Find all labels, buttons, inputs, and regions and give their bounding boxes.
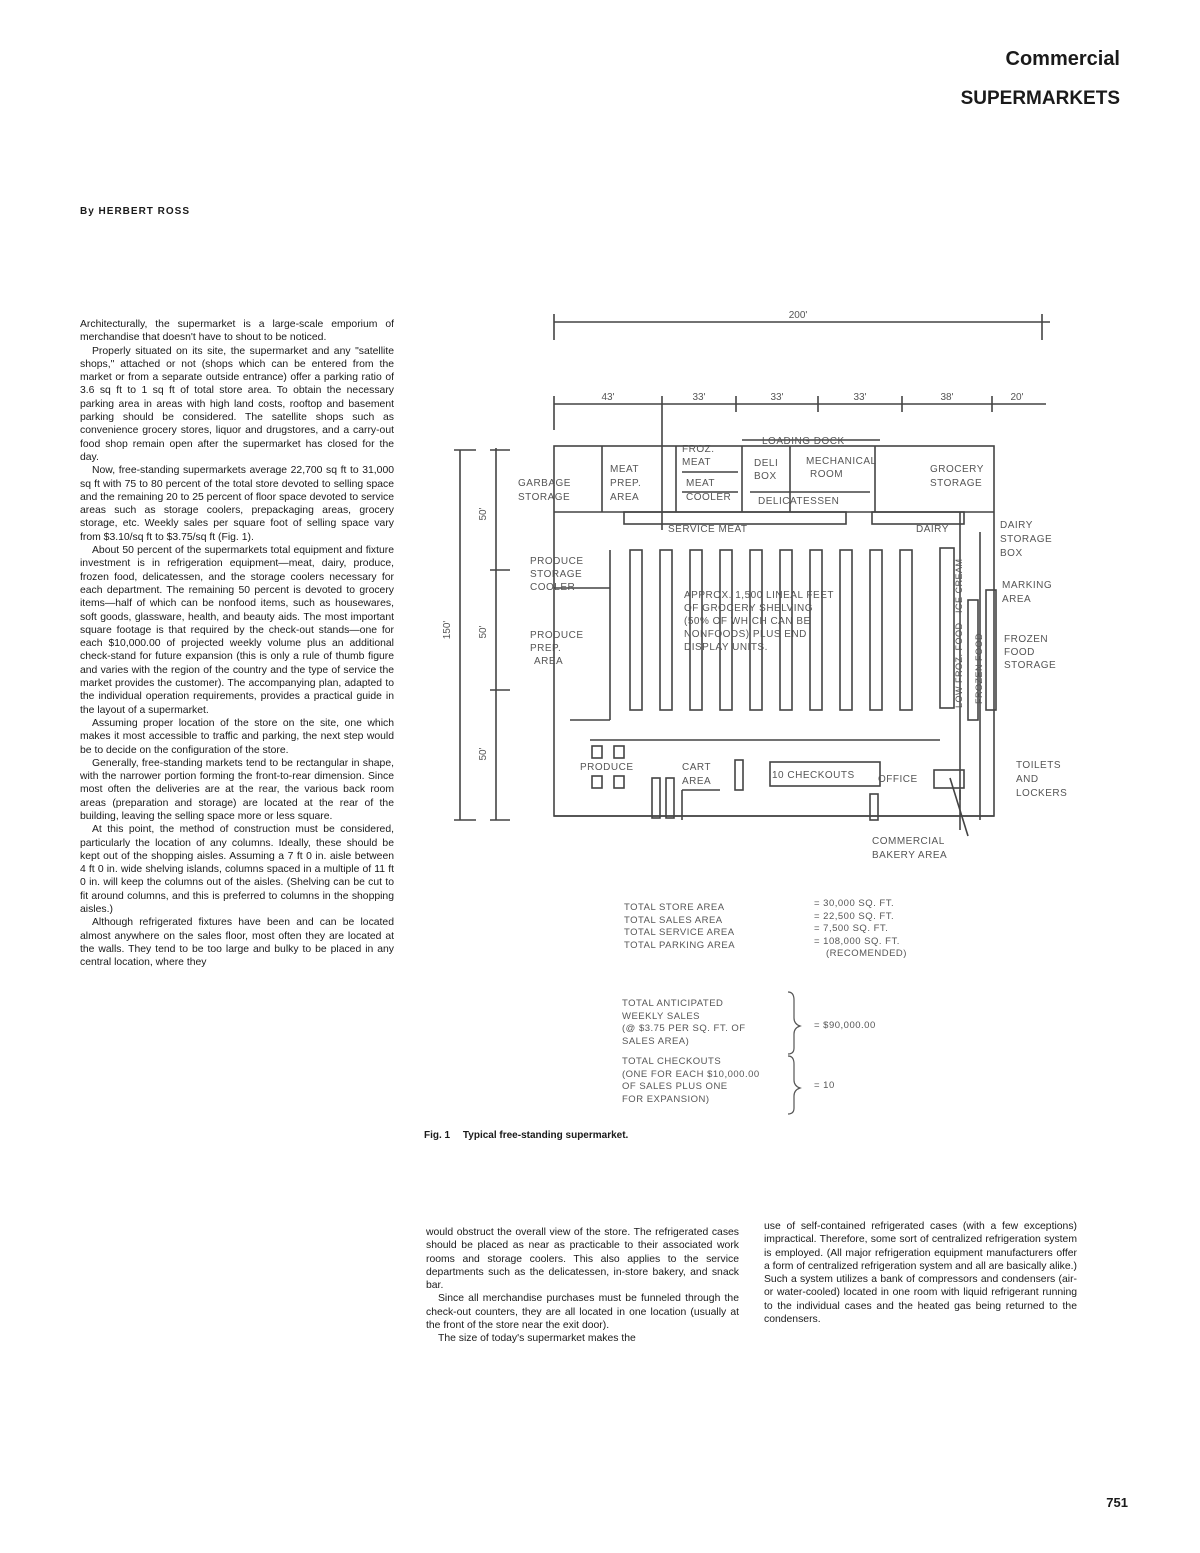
paragraph: Generally, free-standing markets tend to be rectangular in shape, with the narrower portion forming the front-to-rear dimension. Since most often the deliveries are at the rear, the various back room areas (preparation and storage) are located at the rear of the building, leaving the selling space more or less square.: [80, 757, 394, 822]
paragraph: Architecturally, the supermarket is a large-scale emporium of merchandise that doesn't have to shout to be noticed.: [80, 319, 394, 344]
cart-area-label: CART AREA: [682, 762, 712, 787]
section-category: Commercial: [1005, 48, 1120, 70]
meat-prep-label: MEAT PREP. AREA: [610, 464, 642, 503]
weekly-sales-value: = $90,000.00: [814, 1020, 876, 1031]
toilets-lockers-label: TOILETS AND LOCKERS: [1016, 760, 1068, 799]
marking-area-label: MARKING AREA: [1002, 580, 1053, 605]
dimension-depth: 50': [478, 625, 489, 639]
dimension-overall-width: 200': [788, 310, 808, 321]
stat-value: = 7,500 SQ. FT.: [814, 923, 889, 934]
paragraph: At this point, the method of construction must be considered, particularly the location of any columns. Ideally, these should be kept out of the shopping aisles. Assuming a 7 ft 0 in. aisle between 4 ft 0 in. wide shelving islands, columns spaced in a multiple of 11 ft 0 in. will keep the columns out of the aisles. (Shelving can be cut to fit around columns, and this is preferred to columns in the shopping aisles.): [80, 824, 394, 916]
dimension-depth: 50': [478, 747, 489, 761]
loading-dock-label: LOADING DOCK: [762, 436, 845, 447]
frozen-food-storage-label: FROZEN FOOD STORAGE: [1004, 634, 1057, 671]
stat-value: = 22,500 SQ. FT.: [814, 910, 895, 922]
mechanical-room-label: MECHANICAL ROOM: [806, 456, 877, 480]
weekly-sales-line: SALES AREA): [622, 1035, 690, 1047]
figure-number: Fig. 1: [424, 1130, 451, 1141]
floor-plan-diagram: [420, 300, 1100, 860]
stat-label: TOTAL SERVICE AREA: [624, 927, 735, 938]
figure-caption-text: Typical free-standing supermarket.: [462, 1130, 629, 1141]
garbage-storage-label: GARBAGE STORAGE: [518, 478, 571, 503]
commercial-bakery-label: COMMERCIAL BAKERY AREA: [872, 836, 948, 860]
weekly-sales-line: WEEKLY SALES: [622, 1010, 700, 1022]
meat-cooler-label: MEAT COOLER: [686, 478, 732, 503]
byline: By HERBERT ROSS: [80, 206, 191, 217]
produce-storage-label: PRODUCE STORAGE COOLER: [530, 556, 584, 593]
article-column-3: [764, 1220, 1077, 1326]
paragraph: Now, free-standing supermarkets average 22,700 sq ft to 31,000 sq ft with 75 to 80 percent of the total store devoted to selling space and the remaining 20 to 25 percent of floor space devoted to service areas such as storage coolers, prepackaging areas, grocery storage, etc. Weekly sales per square foot of selling space vary from $3.10/sq ft to $3.75/sq ft (Fig. 1).: [80, 465, 394, 543]
brace-graphic: [786, 990, 802, 1120]
stat-label: TOTAL PARKING AREA: [624, 939, 736, 951]
weekly-sales-line: TOTAL ANTICIPATED: [622, 998, 724, 1009]
paragraph: would obstruct the overall view of the store. The refrigerated cases should be placed as near as practicable to their associated work rooms and storage coolers. This also applies to the service departments such as the delicatessen, in-store bakery, and snack bar.: [426, 1227, 739, 1292]
checkouts-line: TOTAL CHECKOUTS: [622, 1056, 722, 1067]
article-column-1: [80, 318, 394, 970]
checkouts-label: 10 CHECKOUTS: [772, 770, 855, 781]
stat-label: TOTAL SALES AREA: [624, 914, 723, 926]
froz-meat-label: FROZ. MEAT: [682, 444, 715, 468]
dimension-bay: 20': [1010, 392, 1024, 403]
paragraph: Properly situated on its site, the supermarket and any "satellite shops," attached or not (shops which can be entered from the market or from a separate outside entrance) offer a parking ratio of 3.6 sq ft to 1 sq ft of total store area. To obtain the necessary parking area in areas with high land costs, rooftop and basement parking should be considered. The satellite shops such as convenience grocery stores, liquor and drugstores, and a carry-out food shop remain open after the supermarket has closed for the day.: [80, 345, 394, 463]
area-totals-labels: [624, 902, 735, 952]
paragraph: About 50 percent of the supermarkets total equipment and fixture investment is in refrigeration equipment—meat, dairy, produce, frozen food, delicatessen, and the storage coolers necessary for each department. The remaining 50 percent is devoted to grocery items—half of which can be nonfood items, such as housewares, soft goods, glassware, health, and beauty aids. The most important square footage is that required by the check-out stands—one for each $10,000.00 of projected weekly volume plus an additional check-stand for future expansion (this is only a rule of thumb figure and varies with the region of the country and the type of service the market provides the customer). The accompanying plan, adapted to the individual operation requirements, provides a practical guide in the layout of a supermarket.: [80, 545, 394, 716]
dairy-storage-label: DAIRY STORAGE BOX: [1000, 520, 1053, 559]
grocery-storage-label: GROCERY STORAGE: [930, 464, 984, 489]
article-column-2: [426, 1226, 739, 1346]
weekly-sales-line: (@ $3.75 PER SQ. FT. OF: [622, 1023, 746, 1034]
low-froz-food-label: LOW FROZ. FOOD—ICE CREAM: [954, 558, 964, 708]
dimension-depth: 50': [478, 507, 489, 521]
deli-box-label: DELI BOX: [754, 458, 779, 482]
stat-note: (RECOMENDED): [826, 948, 907, 959]
dimension-bay: 38': [940, 392, 954, 403]
dimension-bay: 33': [692, 392, 706, 403]
area-totals-values: [814, 898, 907, 961]
section-title: SUPERMARKETS: [960, 88, 1120, 109]
dimension-overall-depth: 150': [442, 620, 453, 640]
paragraph: The size of today's supermarket makes the: [438, 1333, 636, 1345]
stat-label: TOTAL STORE AREA: [624, 902, 725, 913]
checkouts-label: [622, 1056, 760, 1106]
dimension-bay: 33': [853, 392, 867, 403]
service-meat-label: SERVICE MEAT: [668, 524, 748, 535]
checkouts-line: FOR EXPANSION): [622, 1093, 710, 1105]
grocery-shelving-label: APPROX. 1,500 LINEAL FEET OF GROCERY SHELVING (50% OF WHICH CAN BE NONFOODS) PLUS END DISPLAY UNITS.: [684, 590, 834, 653]
paragraph: Although refrigerated fixtures have been and can be located almost anywhere on the sales floor, most often they are located at the walls. They tend to be too large and bulky to be placed in any central location, where they: [80, 917, 394, 969]
office-label: OFFICE: [878, 774, 918, 785]
dimension-bay: 43': [601, 392, 615, 403]
checkouts-value: = 10: [814, 1080, 835, 1091]
stat-value: = 108,000 SQ. FT.: [814, 935, 900, 947]
produce-prep-label: PRODUCE PREP. AREA: [530, 630, 584, 667]
delicatessen-label: DELICATESSEN: [758, 496, 840, 507]
weekly-sales-label: [622, 998, 746, 1048]
dimension-bay: 33': [770, 392, 784, 403]
paragraph: Since all merchandise purchases must be funneled through the check-out counters, they are all located in one location (usually at the front of the store near the exit door).: [426, 1293, 739, 1332]
dairy-label: DAIRY: [916, 524, 949, 535]
figure-caption: [424, 1130, 628, 1141]
checkouts-line: OF SALES PLUS ONE: [622, 1081, 728, 1092]
checkouts-line: (ONE FOR EACH $10,000.00: [622, 1068, 760, 1080]
paragraph: Assuming proper location of the store on the site, one which makes it most accessible to traffic and parking, the next step would be to decide on the configuration of the store.: [80, 717, 394, 756]
page-number: 751: [1106, 1495, 1128, 1510]
produce-label: PRODUCE: [580, 762, 634, 773]
frozen-food-label: FROZEN FOOD: [974, 633, 984, 704]
stat-value: = 30,000 SQ. FT.: [814, 898, 895, 909]
paragraph: use of self-contained refrigerated cases (with a few exceptions) impractical. Therefore, some sort of centralized refrigeration system is employed. (All major refrigeration equipment manufacturers offer a form of centralized refrigeration system and all are basically alike.) Such a system utilizes a bank of compressors and condensers (air- or water-cooled) located in one room with liquid refrigerant running to the individual cases and the heated gas being returned to the condensers.: [764, 1221, 1078, 1326]
